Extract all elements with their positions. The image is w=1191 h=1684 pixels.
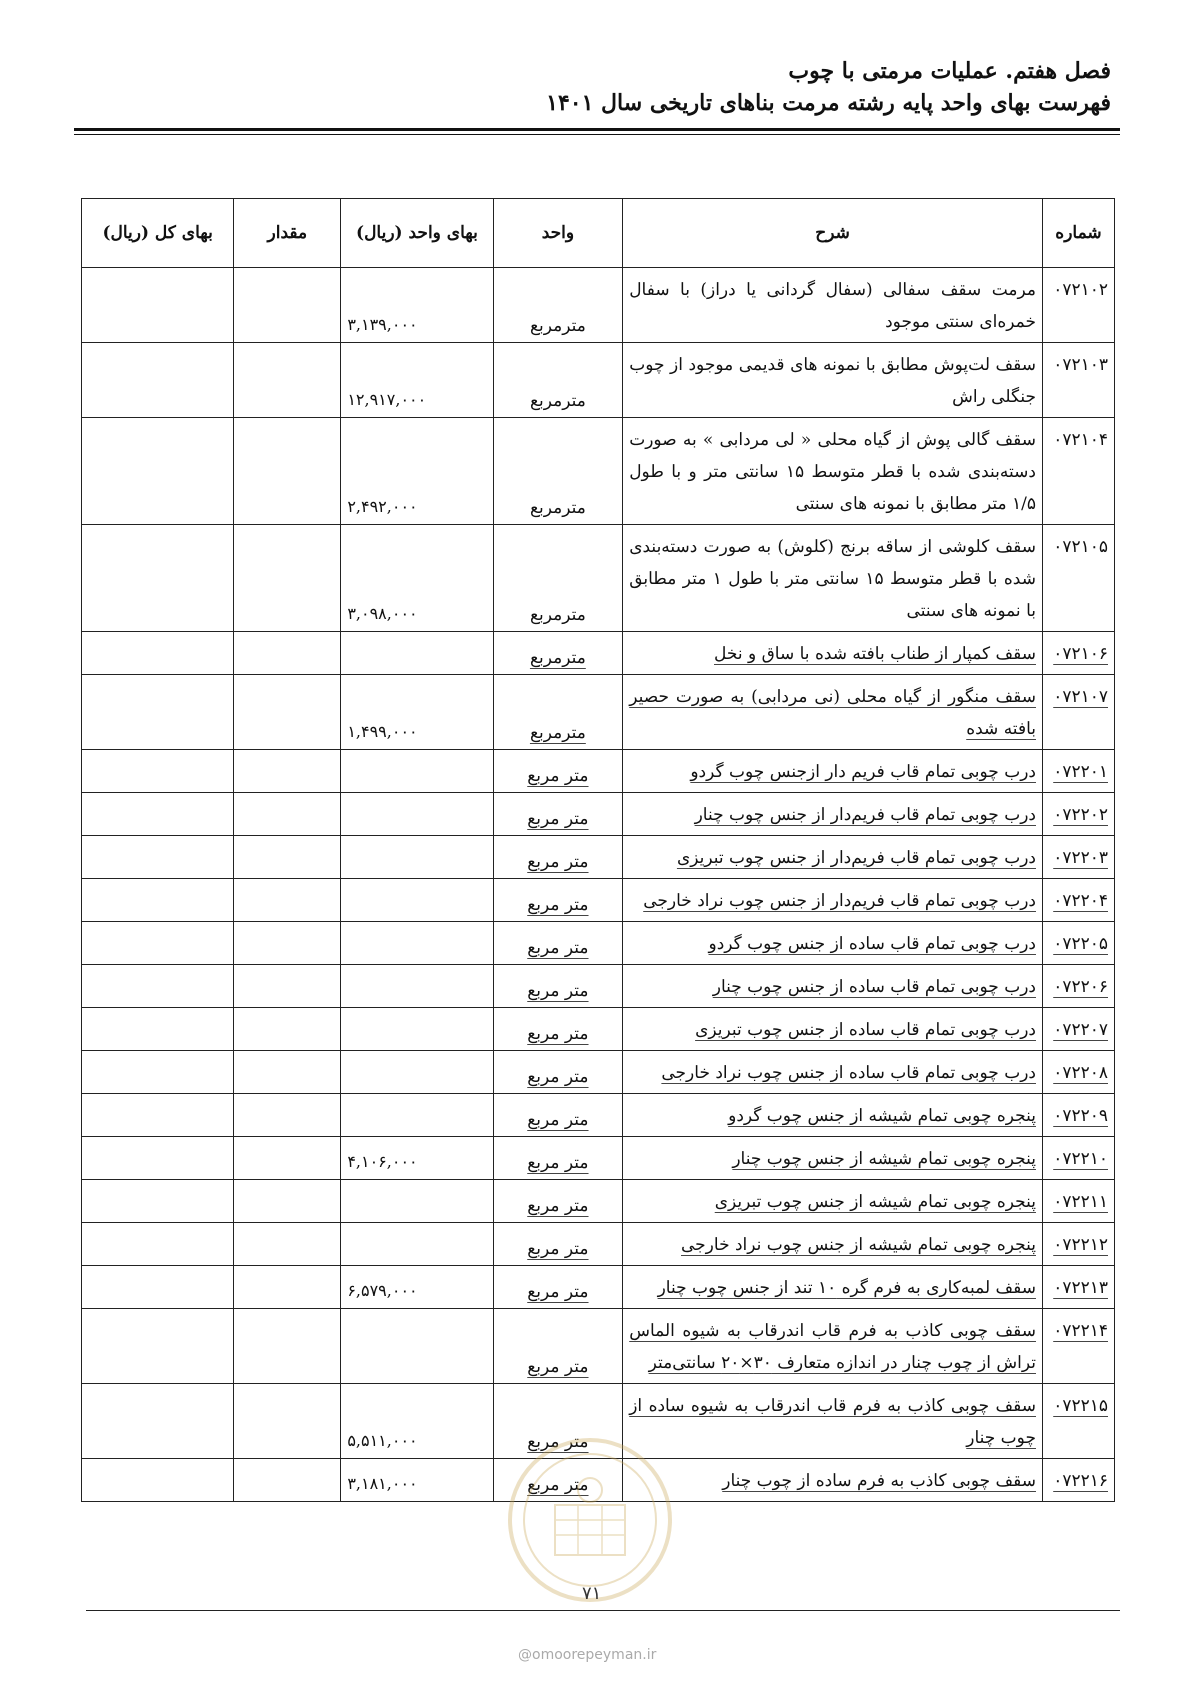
row-description: سقف چوبی کاذب به فرم ساده از چوب چنار [623, 1459, 1043, 1502]
row-quantity [234, 1008, 341, 1051]
row-unit: متر مربع [493, 1180, 623, 1223]
row-unit-price [341, 836, 493, 879]
row-total-price [82, 418, 234, 525]
row-unit: متر مربع [493, 879, 623, 922]
row-description: سقف لمبه‌کاری به فرم گره ۱۰ تند از جنس چوب چنار [623, 1266, 1043, 1309]
row-number: ۰۷۲۲۰۳ [1042, 836, 1114, 879]
row-unit-price: ۳,۰۹۸,۰۰۰ [341, 525, 493, 632]
row-unit-price [341, 965, 493, 1008]
table-row [82, 1180, 1115, 1223]
row-unit-price [341, 1051, 493, 1094]
row-unit: مترمربع [493, 418, 623, 525]
row-unit: مترمربع [493, 525, 623, 632]
row-total-price [82, 1094, 234, 1137]
footer-rule [86, 1610, 1120, 1611]
chapter-title: فصل هفتم. عملیات مرمتی با چوب [788, 58, 1111, 84]
row-number: ۰۷۲۲۰۷ [1042, 1008, 1114, 1051]
row-unit-price: ۶,۵۷۹,۰۰۰ [341, 1266, 493, 1309]
table-row [82, 418, 1115, 525]
row-total-price [82, 922, 234, 965]
row-description: پنجره چوبی تمام شیشه از جنس چوب گردو [623, 1094, 1043, 1137]
row-description: درب چوبی تمام قاب فریم دار ازجنس چوب گردو [623, 750, 1043, 793]
row-number: ۰۷۲۱۰۲ [1042, 268, 1114, 343]
row-number: ۰۷۲۲۱۱ [1042, 1180, 1114, 1223]
row-total-price [82, 1309, 234, 1384]
row-quantity [234, 343, 341, 418]
row-unit-price [341, 1180, 493, 1223]
row-unit-price: ۳,۱۸۱,۰۰۰ [341, 1459, 493, 1502]
row-quantity [234, 1459, 341, 1502]
table-row [82, 965, 1115, 1008]
table-row [82, 793, 1115, 836]
row-number: ۰۷۲۲۱۴ [1042, 1309, 1114, 1384]
row-unit-price [341, 922, 493, 965]
row-total-price [82, 1180, 234, 1223]
row-unit-price: ۵,۵۱۱,۰۰۰ [341, 1384, 493, 1459]
row-description: درب چوبی تمام قاب ساده از جنس چوب نراد خارجی [623, 1051, 1043, 1094]
row-number: ۰۷۲۲۱۵ [1042, 1384, 1114, 1459]
row-number: ۰۷۲۱۰۴ [1042, 418, 1114, 525]
row-total-price [82, 836, 234, 879]
table-row [82, 343, 1115, 418]
row-description: مرمت سقف سفالی (سفال گردانی یا دراز) با سفال خمره‌ای سنتی موجود [623, 268, 1043, 343]
table-row [82, 1223, 1115, 1266]
row-unit: متر مربع [493, 793, 623, 836]
row-unit-price: ۲,۴۹۲,۰۰۰ [341, 418, 493, 525]
row-quantity [234, 1266, 341, 1309]
row-total-price [82, 1266, 234, 1309]
table-row [82, 525, 1115, 632]
row-number: ۰۷۲۲۰۱ [1042, 750, 1114, 793]
table-row [82, 675, 1115, 750]
row-description: درب چوبی تمام قاب فریم‌دار از جنس چوب نراد خارجی [623, 879, 1043, 922]
row-unit: متر مربع [493, 836, 623, 879]
table-row [82, 879, 1115, 922]
row-unit-price [341, 1008, 493, 1051]
row-quantity [234, 632, 341, 675]
row-total-price [82, 632, 234, 675]
row-quantity [234, 750, 341, 793]
row-quantity [234, 525, 341, 632]
site-watermark: @omoorepeyman.ir [518, 1647, 657, 1663]
row-unit-price: ۱۲,۹۱۷,۰۰۰ [341, 343, 493, 418]
row-description: سقف گالی پوش از گیاه محلی « لی مردابی » به صورت دسته‌بندی شده با قطر متوسط ۱۵ سانتی متر و با طول ۱/۵ متر مطابق با نمونه های سنتی [623, 418, 1043, 525]
row-unit: متر مربع [493, 1459, 623, 1502]
row-total-price [82, 1137, 234, 1180]
row-unit: متر مربع [493, 750, 623, 793]
row-unit-price [341, 879, 493, 922]
page-header [546, 55, 1111, 119]
row-total-price [82, 1459, 234, 1502]
row-description: درب چوبی تمام قاب فریم‌دار از جنس چوب تبریزی [623, 836, 1043, 879]
row-unit: متر مربع [493, 1223, 623, 1266]
row-quantity [234, 1223, 341, 1266]
table-row [82, 1008, 1115, 1051]
row-total-price [82, 793, 234, 836]
row-unit: مترمربع [493, 675, 623, 750]
row-unit-price [341, 793, 493, 836]
row-number: ۰۷۲۲۰۹ [1042, 1094, 1114, 1137]
row-unit-price [341, 1309, 493, 1384]
table-row [82, 1384, 1115, 1459]
row-description: درب چوبی تمام قاب فریم‌دار از جنس چوب چنار [623, 793, 1043, 836]
row-total-price [82, 1051, 234, 1094]
row-total-price [82, 268, 234, 343]
row-unit: مترمربع [493, 632, 623, 675]
row-total-price [82, 965, 234, 1008]
row-description: درب چوبی تمام قاب ساده از جنس چوب تبریزی [623, 1008, 1043, 1051]
row-description: سقف کمپار از طناب بافته شده با ساق و نخل [623, 632, 1043, 675]
row-total-price [82, 525, 234, 632]
row-quantity [234, 1094, 341, 1137]
row-unit-price [341, 750, 493, 793]
row-unit: مترمربع [493, 268, 623, 343]
row-quantity [234, 675, 341, 750]
row-number: ۰۷۲۱۰۷ [1042, 675, 1114, 750]
row-number: ۰۷۲۲۰۵ [1042, 922, 1114, 965]
row-quantity [234, 1180, 341, 1223]
row-unit-price: ۴,۱۰۶,۰۰۰ [341, 1137, 493, 1180]
table-row [82, 836, 1115, 879]
row-unit: متر مربع [493, 1008, 623, 1051]
row-quantity [234, 1309, 341, 1384]
row-unit: مترمربع [493, 343, 623, 418]
table-header-row [82, 199, 1115, 268]
row-unit: متر مربع [493, 1266, 623, 1309]
row-number: ۰۷۲۲۰۲ [1042, 793, 1114, 836]
row-quantity [234, 1137, 341, 1180]
row-unit: متر مربع [493, 1137, 623, 1180]
header-quantity: مقدار [234, 199, 341, 268]
row-total-price [82, 1008, 234, 1051]
row-description: پنجره چوبی تمام شیشه از جنس چوب تبریزی [623, 1180, 1043, 1223]
row-total-price [82, 343, 234, 418]
row-total-price [82, 1384, 234, 1459]
price-list-table [81, 198, 1115, 1502]
row-unit-price: ۳,۱۳۹,۰۰۰ [341, 268, 493, 343]
row-quantity [234, 418, 341, 525]
header-unit-price: بهای واحد (ریال) [341, 199, 493, 268]
row-total-price [82, 879, 234, 922]
row-number: ۰۷۲۲۰۴ [1042, 879, 1114, 922]
table-row [82, 922, 1115, 965]
row-number: ۰۷۲۲۰۸ [1042, 1051, 1114, 1094]
row-number: ۰۷۲۲۰۶ [1042, 965, 1114, 1008]
row-total-price [82, 1223, 234, 1266]
row-number: ۰۷۲۱۰۶ [1042, 632, 1114, 675]
row-unit-price: ۱,۴۹۹,۰۰۰ [341, 675, 493, 750]
page-number: ۷۱ [582, 1583, 602, 1604]
header-rule-thick [74, 128, 1120, 131]
row-description: سقف لت‌پوش مطابق با نمونه های قدیمی موجود از چوب جنگلی راش [623, 343, 1043, 418]
row-number: ۰۷۲۲۱۲ [1042, 1223, 1114, 1266]
row-description: درب چوبی تمام قاب ساده از جنس چوب گردو [623, 922, 1043, 965]
row-unit: متر مربع [493, 965, 623, 1008]
header-rule-thin [74, 134, 1120, 135]
document-title: فهرست بهای واحد پایه رشته مرمت بناهای تاریخی سال ۱۴۰۱ [546, 90, 1111, 116]
table-row [82, 1309, 1115, 1384]
row-number: ۰۷۲۲۱۳ [1042, 1266, 1114, 1309]
row-description: سقف چوبی کاذب به فرم قاب اندرقاب به شیوه الماس تراش از چوب چنار در اندازه متعارف ۳۰×۲۰ سانتی‌متر [623, 1309, 1043, 1384]
row-description: پنجره چوبی تمام شیشه از جنس چوب نراد خارجی [623, 1223, 1043, 1266]
table-row [82, 1266, 1115, 1309]
header-description: شرح [623, 199, 1043, 268]
table-row [82, 268, 1115, 343]
row-unit: متر مربع [493, 1094, 623, 1137]
row-description: سقف چوبی کاذب به فرم قاب اندرقاب به شیوه ساده از چوب چنار [623, 1384, 1043, 1459]
row-quantity [234, 922, 341, 965]
table-row [82, 1459, 1115, 1502]
row-unit: متر مربع [493, 1051, 623, 1094]
row-quantity [234, 268, 341, 343]
row-description: درب چوبی تمام قاب ساده از جنس چوب چنار [623, 965, 1043, 1008]
table-row [82, 1137, 1115, 1180]
row-unit: متر مربع [493, 1309, 623, 1384]
row-quantity [234, 1384, 341, 1459]
row-description: سقف منگور از گیاه محلی (نی مردابی) به صورت حصیر بافته شده [623, 675, 1043, 750]
row-unit: متر مربع [493, 1384, 623, 1459]
table-row [82, 750, 1115, 793]
row-quantity [234, 793, 341, 836]
row-unit-price [341, 1094, 493, 1137]
row-unit-price [341, 1223, 493, 1266]
header-unit: واحد [493, 199, 623, 268]
row-description: سقف کلوشی از ساقه برنج (کلوش) به صورت دسته‌بندی شده با قطر متوسط ۱۵ سانتی متر با طول ۱ متر مطابق با نمونه های سنتی [623, 525, 1043, 632]
header-number: شماره [1042, 199, 1114, 268]
row-quantity [234, 879, 341, 922]
row-number: ۰۷۲۲۱۶ [1042, 1459, 1114, 1502]
row-unit-price [341, 632, 493, 675]
row-number: ۰۷۲۱۰۳ [1042, 343, 1114, 418]
row-number: ۰۷۲۱۰۵ [1042, 525, 1114, 632]
row-quantity [234, 1051, 341, 1094]
table-row [82, 1051, 1115, 1094]
row-total-price [82, 675, 234, 750]
table-row [82, 1094, 1115, 1137]
row-description: پنجره چوبی تمام شیشه از جنس چوب چنار [623, 1137, 1043, 1180]
row-quantity [234, 836, 341, 879]
row-unit: متر مربع [493, 922, 623, 965]
table-row [82, 632, 1115, 675]
row-quantity [234, 965, 341, 1008]
row-total-price [82, 750, 234, 793]
header-total-price: بهای کل (ریال) [82, 199, 234, 268]
row-number: ۰۷۲۲۱۰ [1042, 1137, 1114, 1180]
